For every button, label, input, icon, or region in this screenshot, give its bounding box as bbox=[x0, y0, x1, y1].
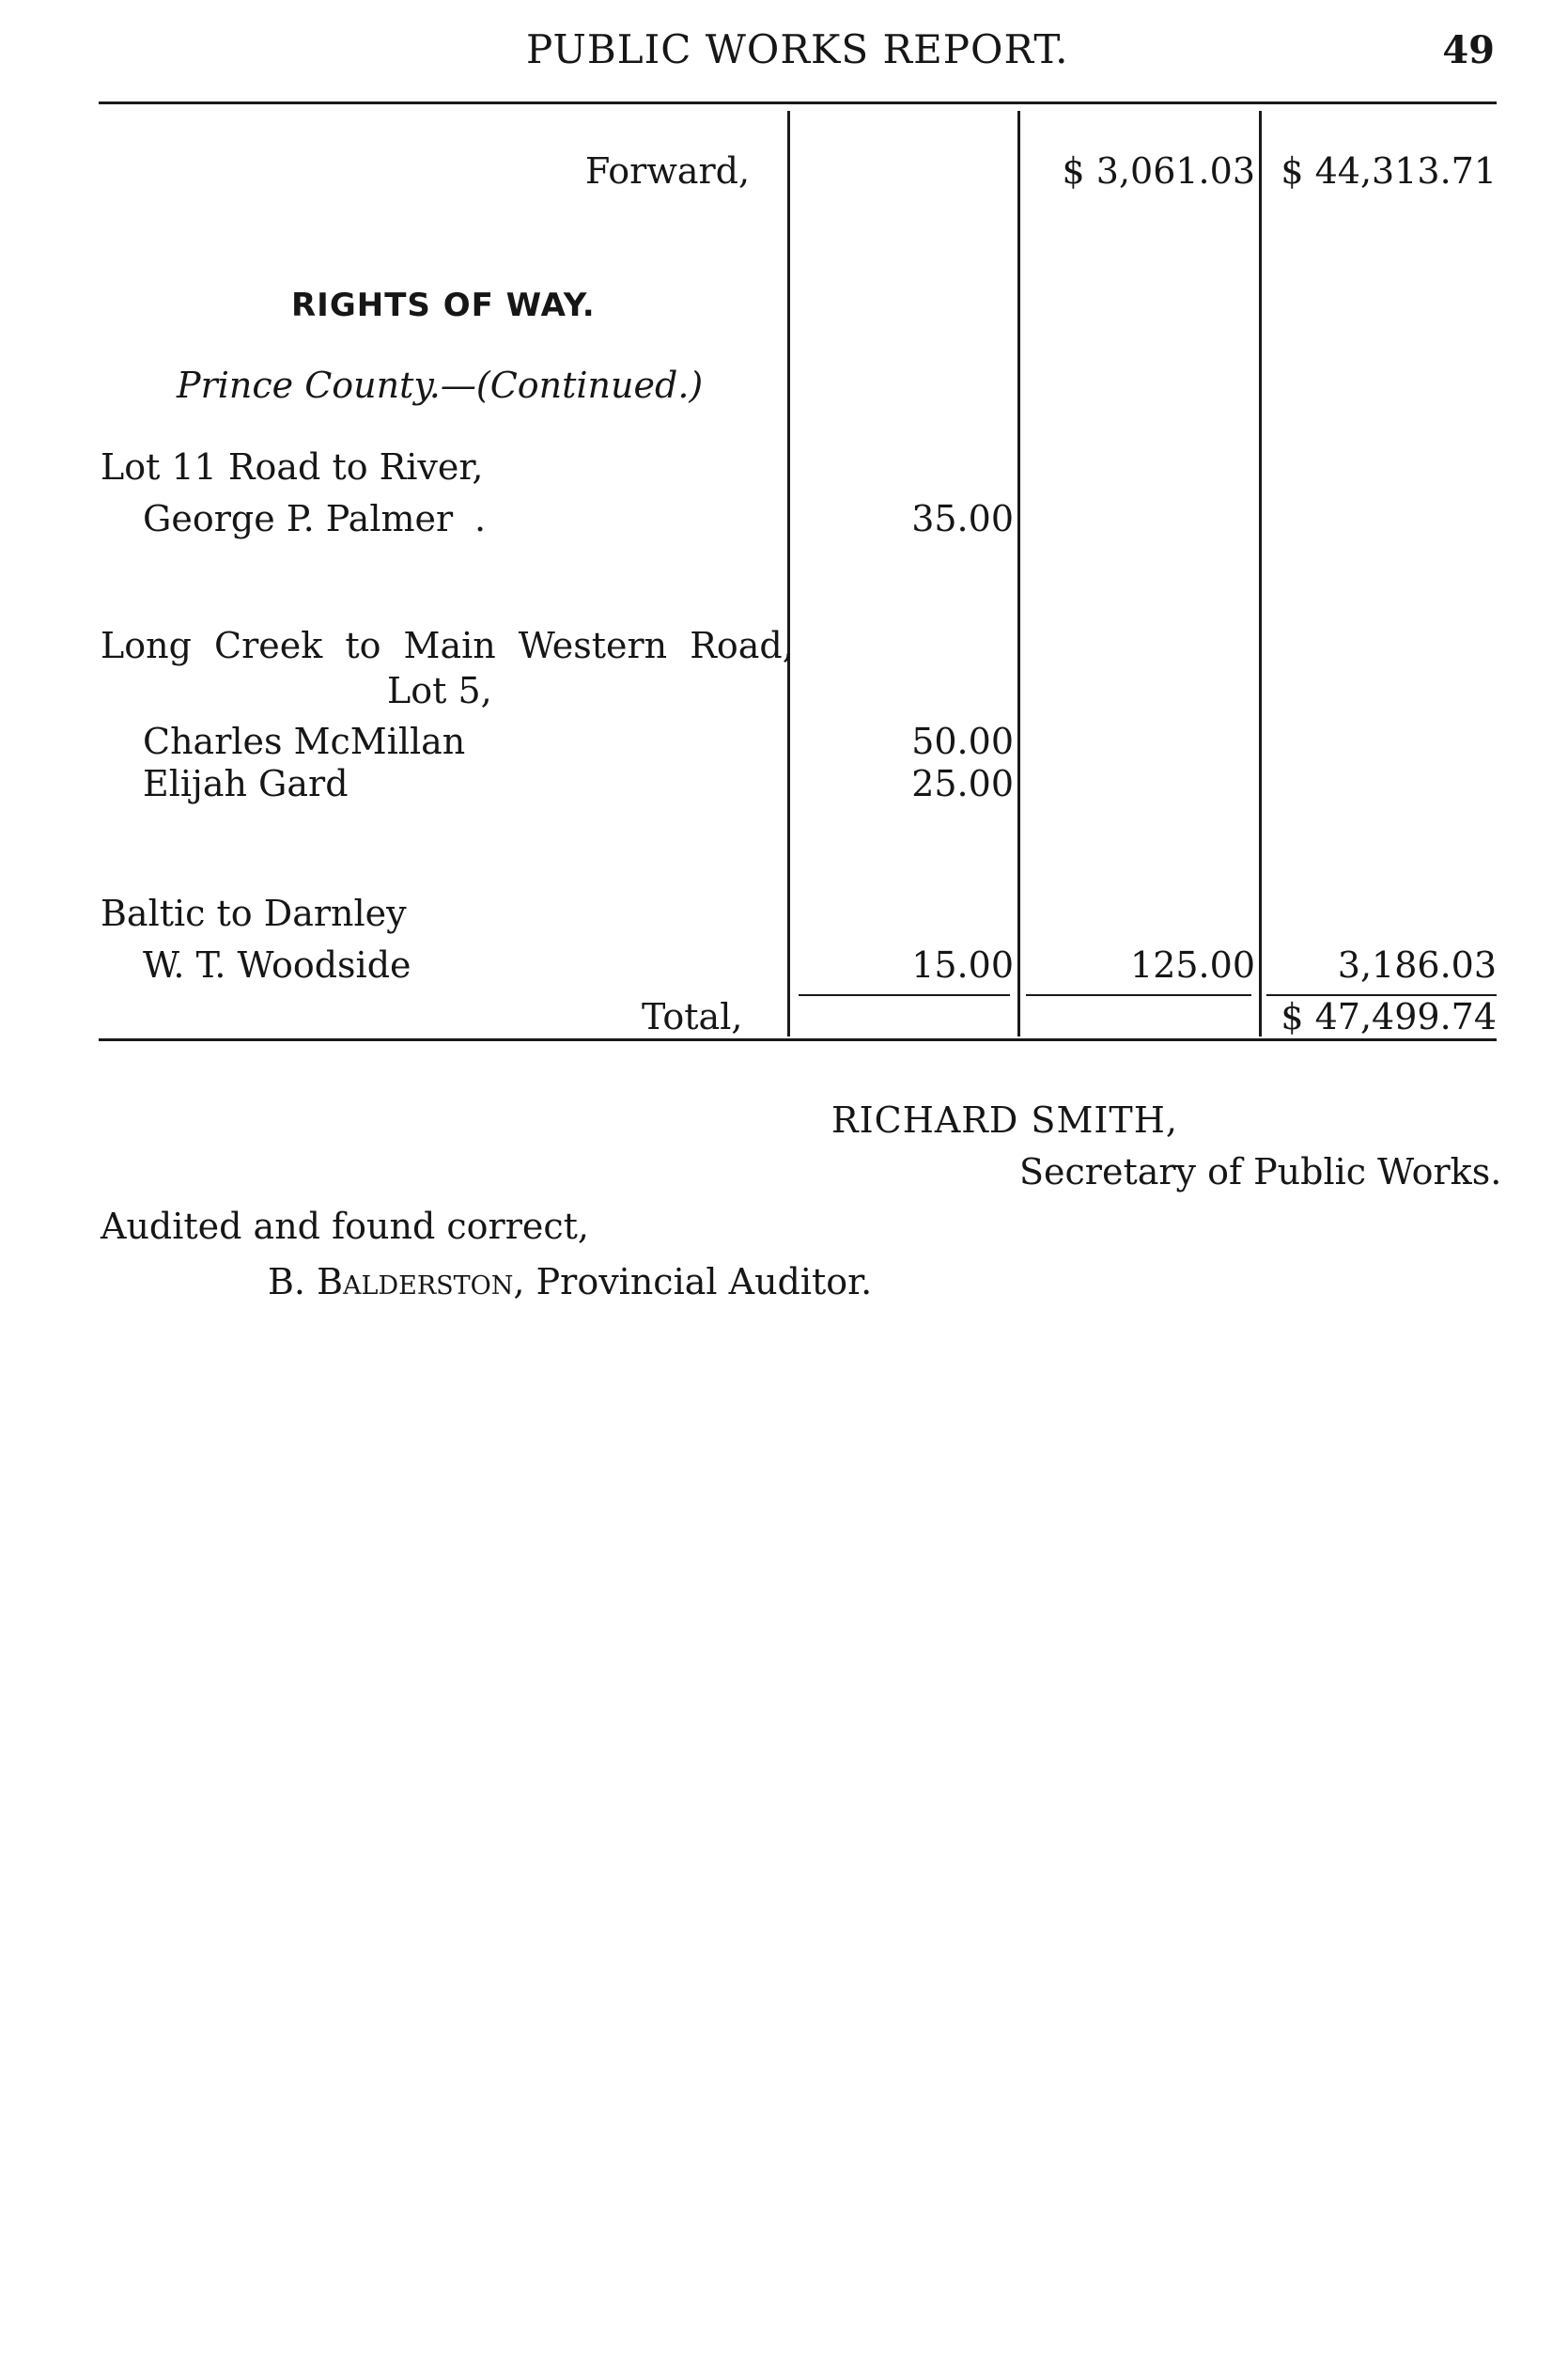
forward-col4-amount: $ 44,313.71 bbox=[1281, 150, 1497, 192]
audit-statement: Audited and found correct, bbox=[101, 1206, 589, 1247]
sum-rule-col2 bbox=[799, 994, 1010, 996]
header-rule bbox=[99, 101, 1497, 104]
total-amount: $ 47,499.74 bbox=[1281, 996, 1497, 1037]
payee-name: Elijah Gard bbox=[143, 763, 349, 804]
payee-name: George P. Palmer bbox=[143, 498, 454, 539]
column-divider-2 bbox=[1017, 111, 1020, 1036]
entry-title: Long Creek to Main Western Road, bbox=[101, 625, 794, 666]
payee-name: W. T. Woodside bbox=[143, 944, 411, 986]
signatory-title: Secretary of Public Works. bbox=[1019, 1151, 1502, 1192]
signatory-name: RICHARD SMITH, bbox=[831, 1099, 1178, 1141]
table-bottom-rule bbox=[99, 1038, 1497, 1041]
auditor-line bbox=[268, 1261, 872, 1302]
subtotal-col3: 125.00 bbox=[1130, 944, 1255, 986]
entry-title: Lot 11 Road to River, bbox=[101, 446, 484, 488]
column-divider-1 bbox=[787, 111, 790, 1036]
forward-label: Forward, bbox=[585, 150, 751, 192]
page-number: 49 bbox=[1442, 28, 1495, 72]
section-subheading: Prince County.—(Continued.) bbox=[177, 365, 704, 406]
entry-title-continued: Lot 5, bbox=[387, 670, 492, 711]
auditor-title: Provincial Auditor. bbox=[536, 1261, 873, 1302]
forward-col3-amount: $ 3,061.03 bbox=[1062, 150, 1255, 192]
column-divider-3 bbox=[1259, 111, 1262, 1036]
sum-rule-col3 bbox=[1026, 994, 1251, 996]
payee-amount: 35.00 bbox=[911, 498, 1014, 539]
page-header-title: PUBLIC WORKS REPORT. bbox=[526, 26, 1069, 72]
subtotal-col4: 3,186.03 bbox=[1337, 944, 1497, 986]
entry-title: Baltic to Darnley bbox=[101, 893, 407, 934]
payee-amount: 25.00 bbox=[911, 763, 1014, 804]
payee-amount: 50.00 bbox=[911, 721, 1014, 762]
payee-name: Charles McMillan bbox=[143, 721, 466, 762]
auditor-initial: B. bbox=[268, 1261, 306, 1302]
payee-suffix: . bbox=[474, 498, 487, 539]
payee-amount: 15.00 bbox=[911, 944, 1014, 986]
section-heading: RIGHTS OF WAY. bbox=[291, 287, 596, 324]
auditor-name: Balderston, bbox=[317, 1261, 525, 1302]
total-label: Total, bbox=[642, 996, 743, 1037]
